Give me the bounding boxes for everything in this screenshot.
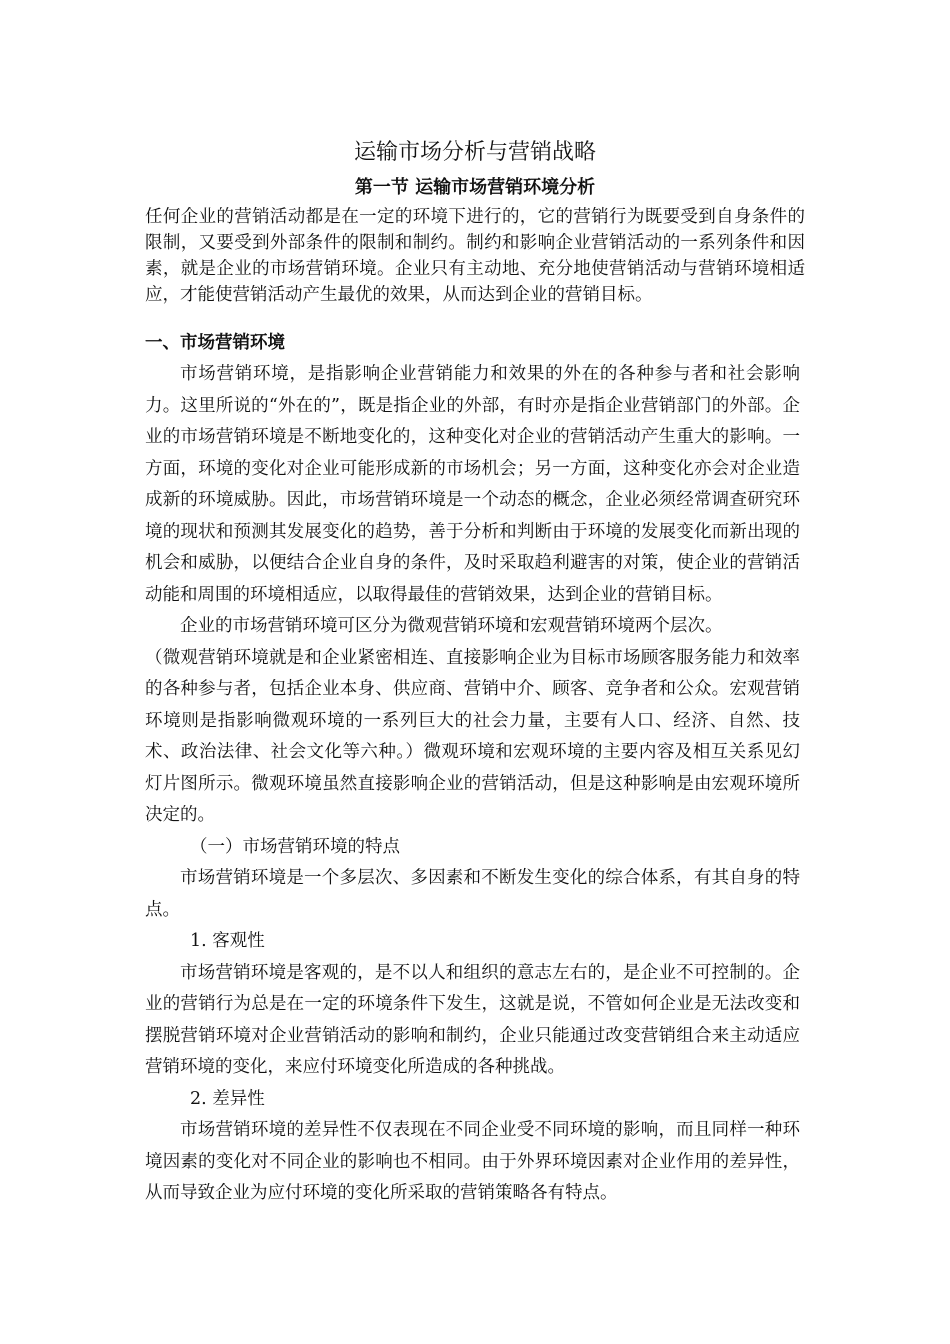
item-objectivity: 1. 客观性 [190,931,265,951]
subheading-characteristics: （一）市场营销环境的特点 [190,836,400,857]
section-title: 第一节 运输市场营销环境分析 [354,177,596,198]
paragraph-levels-lead: 企业的市场营销环境可区分为微观营销环境和宏观营销环境两个层次。 [180,616,723,636]
paragraph-difference: 市场营销环境的差异性不仅表现在不同企业受不同环境的影响，而且同样一种环境因素的变化对不同企业的影响也不相同。由于外界环境因素对企业作用的差异性，从而导致企业为应付环境的变化所采取的营销策略各有特点。 [145,1120,800,1203]
intro-paragraph: 任何企业的营销活动都是在一定的环境下进行的，它的营销行为既要受到自身条件的限制，又要受到外部条件的限制和制约。制约和影响企业营销活动的一系列条件和因素，就是企业的市场营销环境。企业只有主动地、充分地使营销活动与营销环境相适应，才能使营销活动产生最优的效果，从而达到企业的营销目标。 [145,207,805,305]
heading-market-environment: 一、市场营销环境 [145,333,285,353]
paragraph-characteristics: 市场营销环境是一个多层次、多因素和不断发生变化的综合体系，有其自身的特点。 [145,868,800,920]
document-title: 运输市场分析与营销战略 [353,140,596,165]
item-difference: 2. 差异性 [190,1088,265,1109]
document-body [145,359,800,1210]
paragraph-definition: 市场营销环境，是指影响企业营销能力和效果的外在的各种参与者和社会影响力。这里所说的“外在的”，既是指企业的外部，有时亦是指企业营销部门的外部。企业的市场营销环境是不断地变化的，这种变化对企业的营销活动产生重大的影响。一方面，环境的变化对企业可能形成新的市场机会；另一方面，这种变化亦会对企业造成新的环境威胁。因此，市场营销环境是一个动态的概念，企业必须经常调查研究环境的现状和预测其发展变化的趋势，善于分析和判断由于环境的发展变化而新出现的机会和威胁，以便结合企业自身的条件，及时采取趋利避害的对策，使企业的营销活动能和周围的环境相适应，以取得最佳的营销效果，达到企业的营销目标。 [145,364,800,605]
paragraph-objectivity: 市场营销环境是客观的，是不以人和组织的意志左右的，是企业不可控制的。企业的营销行为总是在一定的环境条件下发生，这就是说，不管如何企业是无法改变和摆脱营销环境对企业营销活动的影响和制约，企业只能通过改变营销组合来主动适应营销环境的变化，来应付环境变化所造成的各种挑战。 [145,962,800,1077]
paragraph-levels-detail: （微观营销环境就是和企业紧密相连、直接影响企业为目标市场顾客服务能力和效率的各种参与者，包括企业本身、供应商、营销中介、顾客、竞争者和公众。宏观营销环境则是指影响微观环境的一系列巨大的社会力量，主要有人口、经济、自然、技术、政治法律、社会文化等六种。）微观环境和宏观环境的主要内容及相互关系见幻灯片图所示。微观环境虽然直接影响企业的营销活动，但是这种影响是由宏观环境所决定的。 [145,647,800,825]
